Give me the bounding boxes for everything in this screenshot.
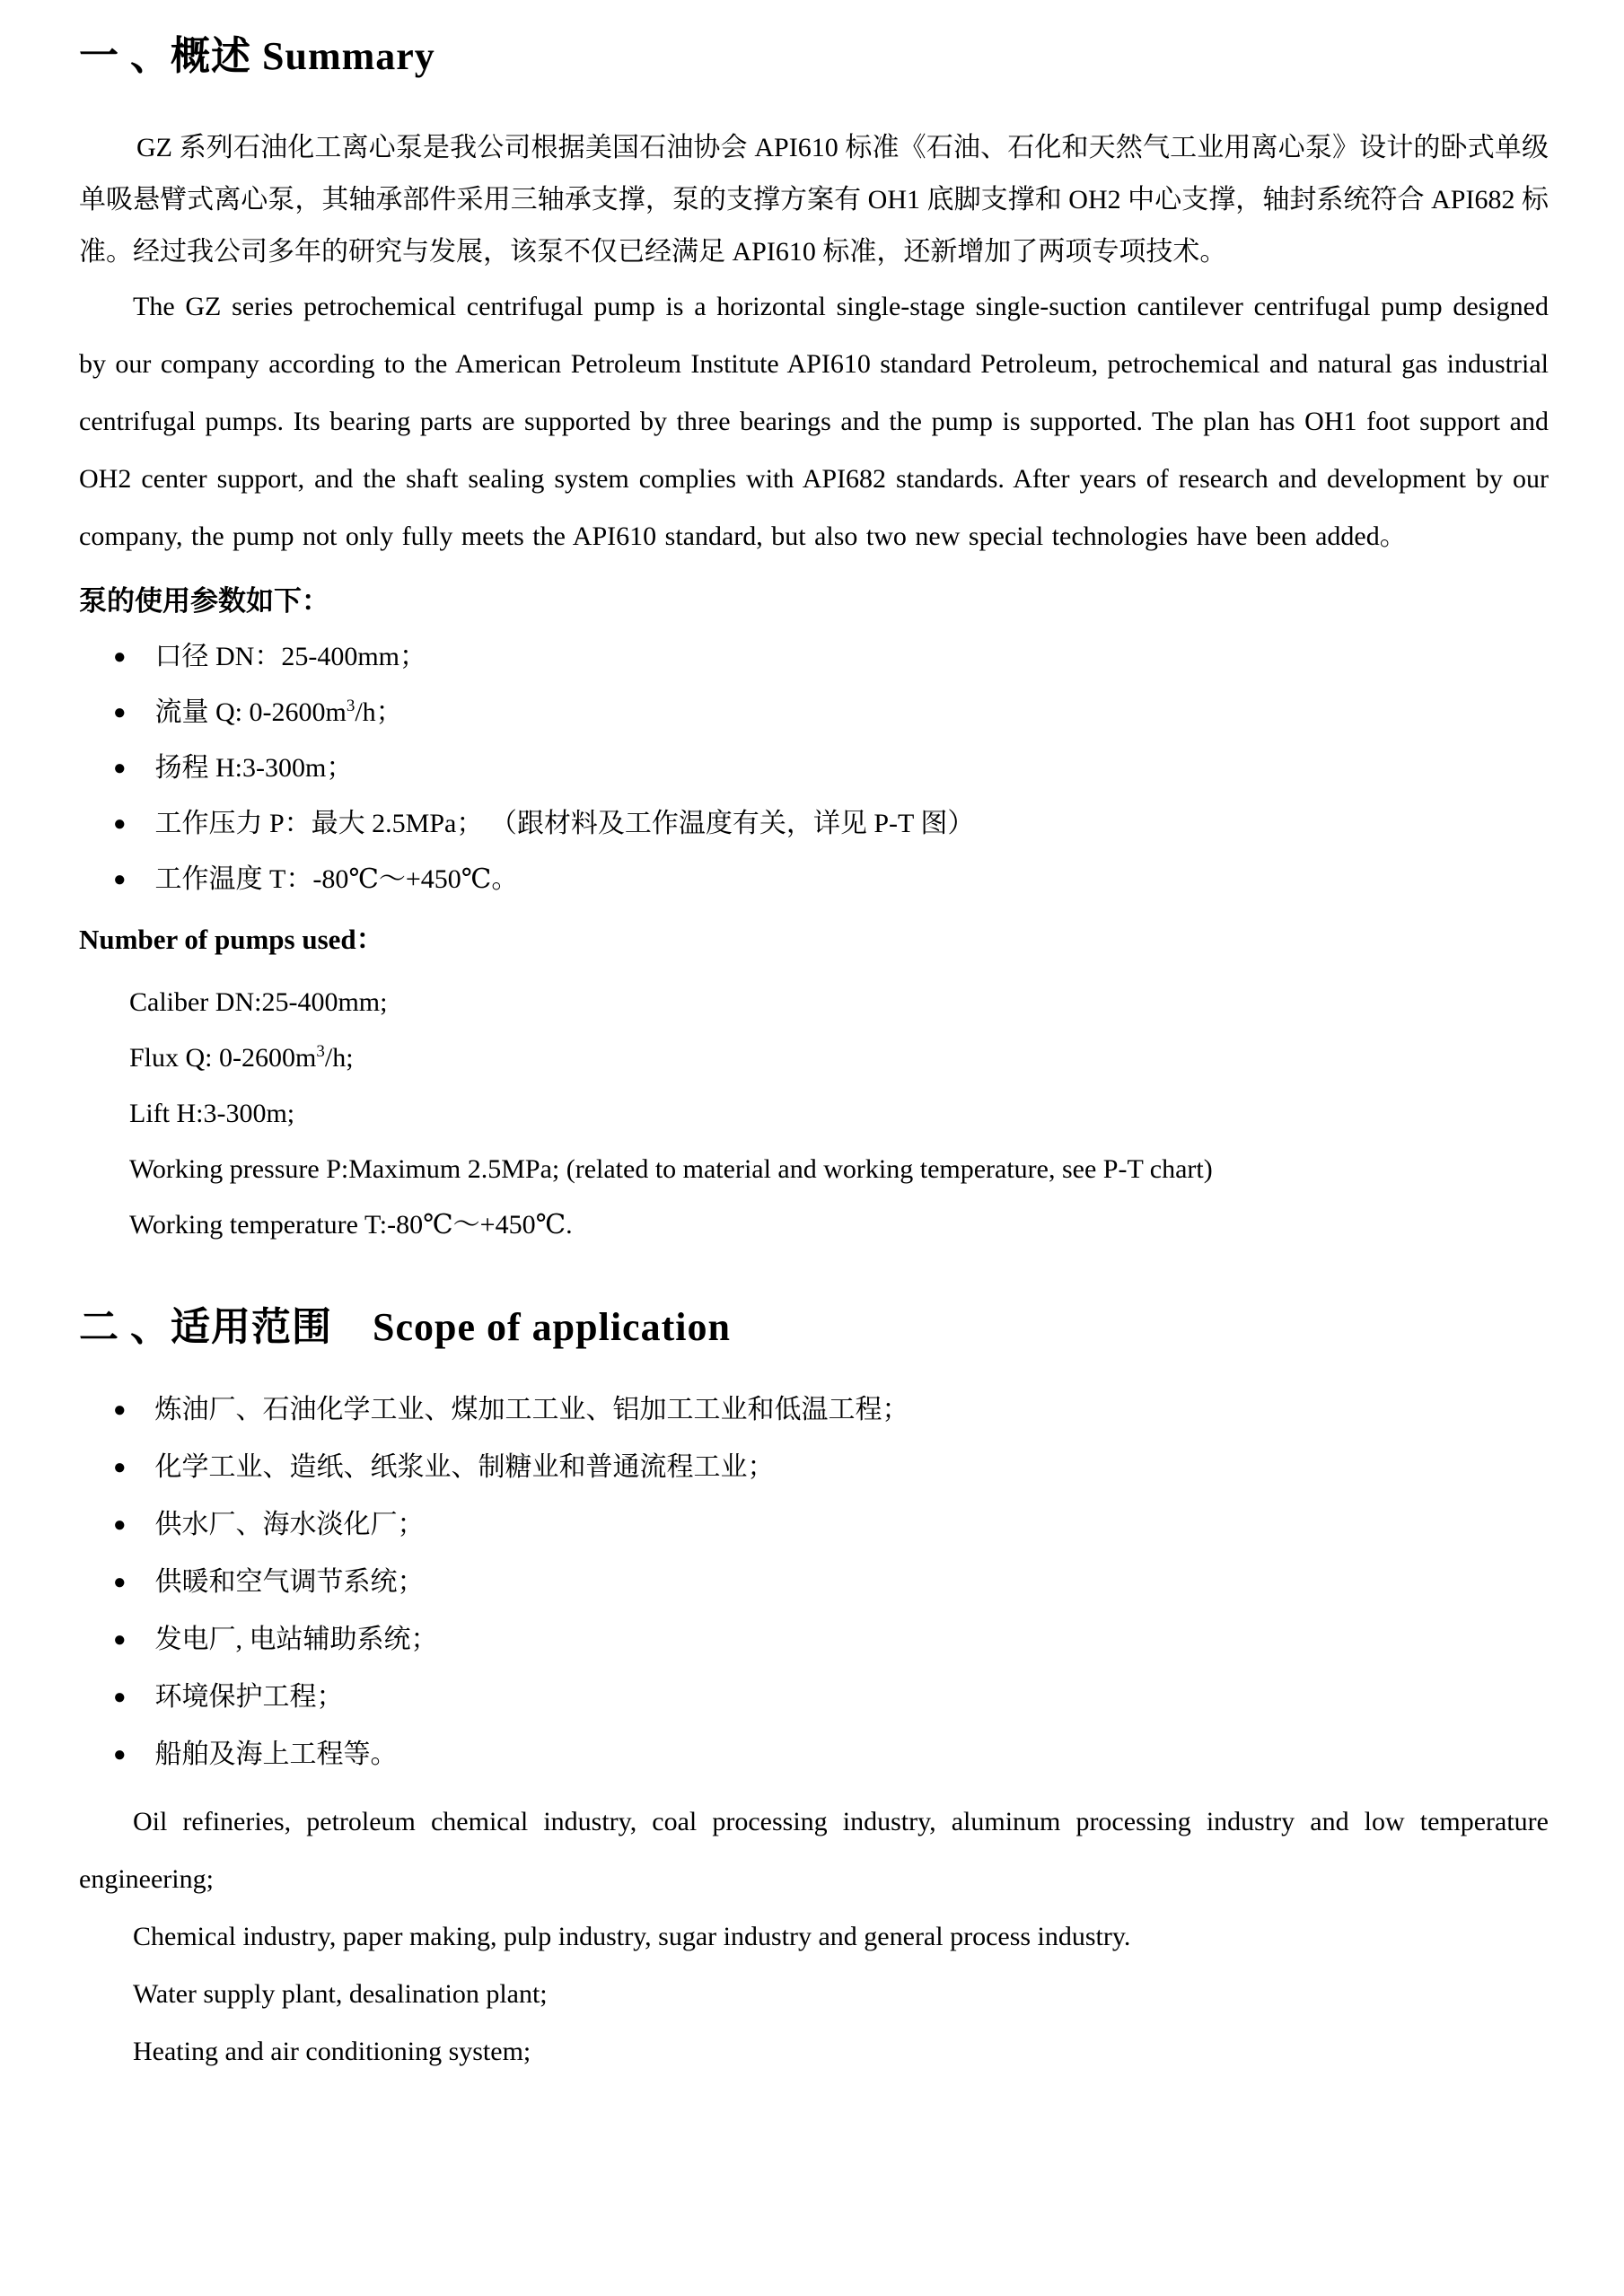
list-item-text-pre: Lift H:3-300m; [129,1099,295,1128]
bullet-icon: ● [113,1456,127,1479]
list-item-text: 化学工业、造纸、纸浆业、制糖业和普通流程工业； [154,1452,775,1482]
list-item-text-pre: 工作温度 T：-80℃～+450℃。 [154,864,519,894]
list-item-power [113,1621,1549,1659]
bullet-icon: ● [113,1743,127,1766]
list-item-temperature-en [129,1197,1549,1253]
list-item-text-pre: 扬程 H:3-300m； [154,753,354,783]
list-item-text [155,805,1549,843]
list-item-text-post: /h； [355,697,403,727]
scope-paragraph-water: Water supply plant, desalination plant; [133,1979,548,2009]
list-item-text: 环境保护工程； [154,1682,344,1712]
list-item-heating [113,1564,1549,1601]
list-item-lift-cn [113,749,1549,787]
list-item-text-pre: Working temperature T:-80℃～+450℃. [129,1210,573,1240]
section2-heading: 二 、适用范围 Scope of application [79,1305,731,1349]
list-item-text [155,861,1549,898]
pump-params-list-cn [79,638,1549,898]
bullet-icon: ● [113,1628,127,1652]
bullet-icon: ● [113,701,127,724]
list-item-text-pre: Flux Q: 0-2600m [129,1043,317,1073]
list-item-caliber-cn [113,638,1549,676]
list-item-text: 发电厂, 电站辅助系统； [154,1625,438,1654]
scope-list-cn [79,1391,1549,1774]
bullet-icon: ● [113,1571,127,1594]
list-item-text-pre: Caliber DN:25-400mm; [129,987,388,1017]
scope-paragraph-chemical: Chemical industry, paper making, pulp industry, sugar industry and general process industry. [133,1922,1131,1951]
list-item-text: 炼油厂、石油化学工业、煤加工工业、铝加工工业和低温工程； [154,1395,909,1424]
bullet-icon: ● [113,868,127,891]
list-item-text: 供暖和空气调节系统； [154,1567,425,1597]
list-item-text-post: /h; [324,1043,354,1073]
list-item-text [155,694,1549,732]
bullet-icon: ● [113,1398,127,1422]
pump-params-heading-cn: 泵的使用参数如下： [79,585,329,617]
scope-paragraphs-en [79,1793,1549,2081]
list-item-text: 船舶及海上工程等。 [154,1740,398,1769]
bullet-icon: ● [113,1513,127,1537]
list-item-pressure-en [129,1142,1549,1197]
scope-paragraph-oil: Oil refineries, petroleum chemical industry, coal processing industry, aluminum processing industry and low temperature engineering; [79,1807,1549,1894]
bullet-icon: ● [113,812,127,836]
list-item-chemical [113,1449,1549,1486]
superscript: 3 [316,1042,325,1061]
section1-heading: 一 、概述 Summary [79,34,435,78]
bullet-icon: ● [113,1686,127,1709]
list-item-temperature-cn [113,861,1549,898]
list-item-refineries [113,1391,1549,1429]
bullet-icon: ● [113,757,127,780]
pump-params-list-en [79,975,1549,1253]
list-item-flux-cn [113,694,1549,732]
list-item-pressure-cn [113,805,1549,843]
list-item-text-pre: 口径 DN：25-400mm； [154,642,426,671]
list-item-text [155,638,1549,676]
list-item-caliber-en [129,975,1549,1030]
list-item-text [155,749,1549,787]
list-item-text: 供水厂、海水淡化厂； [154,1510,425,1539]
list-item-lift-en [129,1086,1549,1142]
scope-paragraph-heating: Heating and air conditioning system; [133,2037,531,2066]
summary-paragraph-cn: GZ 系列石油化工离心泵是我公司根据美国石油协会 API610 标准《石油、石化和天然气工业用离心泵》设计的卧式单级单吸悬臂式离心泵，其轴承部件采用三轴承支撑，泵的支撑方案有 OH1 底脚支撑和 OH2 中心支撑，轴封系统符合 API682 标准。经过我公司多年的研究与发展，该泵不仅已经满足 API610 标准，还新增加了两项专项技术。 [79,133,1549,267]
list-item-text-pre: Working pressure P:Maximum 2.5MPa; (related to material and working temperature, see P-T chart) [129,1154,1213,1184]
list-item-environment [113,1678,1549,1716]
list-item-text-pre: 工作压力 P：最大 2.5MPa； （跟材料及工作温度有关，详见 P-T 图） [154,809,975,838]
summary-paragraph-en: The GZ series petrochemical centrifugal pump is a horizontal single-stage single-suction cantilever centrifugal pump designed by our company according to the American Petroleum Institute API610 standard Petroleum, petrochemical and natural gas industrial centrifugal pumps. Its bearing parts are supported by three bearings and the pump is supported. The plan has OH1 foot support and OH2 center support, and the shaft sealing system complies with API682 standards. After years of research and development by our company, the pump not only fully meets the API610 standard, but also two new special technologies have been added。 [79,292,1549,551]
list-item-water [113,1506,1549,1544]
pumps-used-heading-en: Number of pumps used： [79,924,384,955]
list-item-ships [113,1736,1549,1774]
bullet-icon: ● [113,645,127,669]
superscript: 3 [346,697,356,715]
list-item-text-pre: 流量 Q: 0-2600m [154,697,347,727]
list-item-flux-en [129,1030,1549,1086]
